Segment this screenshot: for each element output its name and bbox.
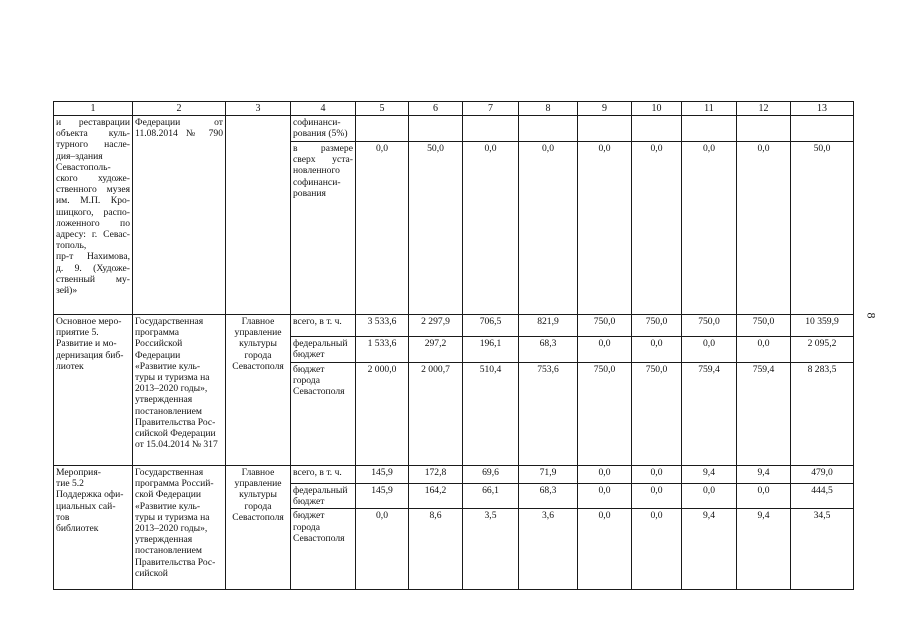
measure-name-cell-line: циальных сай-: [56, 500, 116, 512]
value-cell: 8 283,5: [791, 363, 854, 466]
funding-source-cell-line: федеральный: [293, 338, 348, 349]
object-name-cell-line: объекта куль-: [56, 128, 130, 140]
executor-cell: [226, 466, 291, 590]
funding-source-cell-line: рования (5%): [293, 128, 348, 140]
object-name-cell-line: Севастополь-: [56, 161, 111, 173]
measure-name-cell-line: тов: [56, 511, 70, 523]
value-cell: 2 297,9: [409, 315, 463, 337]
funding-source-cell-line: бюджет: [293, 364, 325, 375]
header-cell-1: 1: [54, 102, 133, 116]
value-cell: 3,6: [519, 509, 578, 590]
value-cell: 0,0: [682, 484, 737, 509]
value-cell: 172,8: [409, 466, 463, 484]
funding-source-cell-line: федеральный: [293, 485, 348, 496]
value-cell: 759,4: [737, 363, 791, 466]
value-cell: 3 533,6: [356, 315, 409, 337]
value-cell: 0,0: [356, 509, 409, 590]
value-cell: 0,0: [737, 142, 791, 315]
executor-cell: [226, 315, 291, 466]
program-cell: [133, 466, 226, 590]
program-cell-line: Правительства Рос-: [135, 416, 216, 428]
value-cell: 145,9: [356, 484, 409, 509]
header-cell-12: 12: [737, 102, 791, 116]
funding-source-cell-line: рования: [293, 187, 326, 199]
object-name-cell-line: им. М.П. Кро-: [56, 195, 130, 207]
value-cell: 750,0: [737, 315, 791, 337]
funding-source-cell-line: Севастополя: [293, 532, 345, 544]
page-number: 8: [864, 312, 879, 319]
header-cell-2: 2: [133, 102, 226, 116]
value-cell: [356, 116, 409, 142]
program-cell-line: программа: [135, 327, 180, 339]
program-cell: [133, 116, 226, 315]
funding-source-cell: [291, 142, 356, 315]
object-name-cell-line: и реставрации: [56, 117, 130, 128]
value-cell: 759,4: [682, 363, 737, 466]
funding-source-cell: [291, 315, 356, 337]
value-cell: 68,3: [519, 484, 578, 509]
measure-name-cell: [54, 315, 133, 466]
object-name-cell-line: ложенного по: [56, 217, 130, 229]
value-cell: 71,9: [519, 466, 578, 484]
object-name-cell-line: д. 9. (Художе-: [56, 262, 130, 274]
value-cell: 9,4: [682, 509, 737, 590]
value-cell: 145,9: [356, 466, 409, 484]
funding-source-cell-line: в размере: [293, 143, 353, 154]
value-cell: 0,0: [519, 142, 578, 315]
header-cell-13: 13: [791, 102, 854, 116]
value-cell: 2 000,0: [356, 363, 409, 466]
funding-source-cell-line: всего, в т. ч.: [293, 467, 342, 478]
value-cell: 69,6: [463, 466, 519, 484]
value-cell: 510,4: [463, 363, 519, 466]
value-cell: [409, 116, 463, 142]
funding-source-cell-line: города: [293, 521, 320, 533]
value-cell: 2 000,7: [409, 363, 463, 466]
value-cell: 0,0: [578, 337, 632, 363]
value-cell: 750,0: [632, 315, 682, 337]
value-cell: 50,0: [409, 142, 463, 315]
funding-source-cell: [291, 466, 356, 484]
funding-source-cell-line: города: [293, 375, 320, 387]
program-cell-line: постановлением: [135, 545, 202, 557]
program-cell-line: 2013–2020 годы»,: [135, 383, 208, 395]
funding-source-cell: [291, 509, 356, 590]
value-cell: 479,0: [791, 466, 854, 484]
funding-source-cell-line: бюджет: [293, 349, 325, 361]
value-cell: 0,0: [356, 142, 409, 315]
measure-name-cell-line: тие 5.2: [56, 478, 84, 490]
funding-source-cell-line: бюджет: [293, 510, 325, 522]
object-name-cell-line: турного насле-: [56, 139, 130, 151]
value-cell: 0,0: [682, 337, 737, 363]
program-cell-line: туры и туризма на: [135, 372, 210, 384]
value-cell: 750,0: [578, 315, 632, 337]
value-cell: 0,0: [632, 142, 682, 315]
header-cell-3: 3: [226, 102, 291, 116]
header-cell-4: 4: [291, 102, 356, 116]
funding-source-cell-line: софинанси-: [293, 117, 341, 128]
value-cell: 66,1: [463, 484, 519, 509]
value-cell: 1 533,6: [356, 337, 409, 363]
value-cell: 3,5: [463, 509, 519, 590]
program-cell-line: туры и туризма на: [135, 511, 210, 523]
value-cell: 0,0: [578, 509, 632, 590]
executor-cell-line: города: [244, 500, 272, 512]
funding-source-cell-line: Севастополя: [293, 386, 345, 398]
program-cell-line: Федерации от: [135, 117, 223, 128]
funding-source-cell: [291, 337, 356, 363]
header-cell-7: 7: [463, 102, 519, 116]
value-cell: 0,0: [682, 142, 737, 315]
program-cell-line: Государственная: [135, 467, 204, 478]
executor-cell-line: Севастополя: [232, 360, 284, 372]
object-name-cell: [54, 116, 133, 315]
program-cell-line: от 15.04.2014 № 317: [135, 439, 218, 451]
funding-source-cell-line: софинанси-: [293, 176, 341, 188]
program-cell-line: 2013–2020 годы»,: [135, 523, 208, 535]
table-row: [54, 466, 854, 484]
measure-name-cell-line: Развитие и мо-: [56, 338, 117, 350]
object-name-cell-line: пр-т Нахимова,: [56, 251, 130, 263]
value-cell: 0,0: [578, 142, 632, 315]
program-cell-line: Государственная: [135, 316, 204, 327]
value-cell: 68,3: [519, 337, 578, 363]
measure-name-cell-line: библиотек: [56, 523, 99, 535]
value-cell: [682, 116, 737, 142]
executor-cell-line: управление: [234, 478, 282, 490]
value-cell: 750,0: [578, 363, 632, 466]
funding-source-cell: [291, 363, 356, 466]
value-cell: [463, 116, 519, 142]
program-cell-line: программа Россий-: [135, 478, 214, 490]
value-cell: 0,0: [632, 509, 682, 590]
measure-name-cell-line: Мероприя-: [56, 467, 101, 478]
value-cell: 8,6: [409, 509, 463, 590]
header-cell-6: 6: [409, 102, 463, 116]
value-cell: 196,1: [463, 337, 519, 363]
executor-cell: [226, 116, 291, 315]
value-cell: [519, 116, 578, 142]
executor-cell-line: культуры: [239, 489, 277, 501]
measure-name-cell: [54, 466, 133, 590]
table-row: [54, 315, 854, 337]
measure-name-cell-line: дернизация биб-: [56, 349, 124, 361]
program-cell-line: «Развитие куль-: [135, 500, 201, 512]
program-cell-line: утвержденная: [135, 534, 193, 546]
header-row: [54, 102, 854, 116]
program-cell-line: утвержденная: [135, 394, 193, 406]
program-cell-line: Правительства Рос-: [135, 556, 216, 568]
funding-source-cell-line: бюджет: [293, 496, 325, 508]
program-cell: [133, 315, 226, 466]
program-cell-line: постановлением: [135, 405, 202, 417]
object-name-cell-line: зей)»: [56, 285, 78, 297]
funding-source-cell: [291, 116, 356, 142]
value-cell: [791, 116, 854, 142]
measure-name-cell-line: Основное меро-: [56, 316, 122, 327]
value-cell: 750,0: [682, 315, 737, 337]
value-cell: 706,5: [463, 315, 519, 337]
funding-source-cell-line: новленного: [293, 165, 340, 177]
value-cell: 0,0: [737, 337, 791, 363]
value-cell: 753,6: [519, 363, 578, 466]
executor-cell-line: управление: [234, 327, 282, 339]
funding-source-cell-line: сверх уста-: [293, 154, 353, 166]
value-cell: 821,9: [519, 315, 578, 337]
header-cell-5: 5: [356, 102, 409, 116]
object-name-cell-line: ственный му-: [56, 273, 130, 285]
program-cell-line: сийской: [135, 567, 168, 579]
value-cell: 0,0: [632, 337, 682, 363]
object-name-cell-line: тополь,: [56, 240, 87, 252]
funding-source-cell-line: всего, в т. ч.: [293, 316, 342, 327]
program-cell-line: 11.08.2014 № 790: [135, 128, 223, 140]
value-cell: 2 095,2: [791, 337, 854, 363]
executor-cell-line: культуры: [239, 338, 277, 350]
executor-cell-line: Главное: [241, 467, 275, 478]
value-cell: 0,0: [578, 466, 632, 484]
executor-cell-line: Севастополя: [232, 511, 284, 523]
header-cell-10: 10: [632, 102, 682, 116]
program-cell-line: Российской: [135, 338, 183, 350]
value-cell: 9,4: [682, 466, 737, 484]
value-cell: 34,5: [791, 509, 854, 590]
value-cell: 297,2: [409, 337, 463, 363]
value-cell: 0,0: [578, 484, 632, 509]
funding-source-cell: [291, 484, 356, 509]
value-cell: 164,2: [409, 484, 463, 509]
program-cell-line: ской Федерации: [135, 489, 202, 501]
value-cell: 0,0: [632, 466, 682, 484]
object-name-cell-line: шицкого, распо-: [56, 206, 130, 218]
table-row: [54, 116, 854, 142]
value-cell: 444,5: [791, 484, 854, 509]
value-cell: 9,4: [737, 466, 791, 484]
header-cell-8: 8: [519, 102, 578, 116]
value-cell: 0,0: [737, 484, 791, 509]
program-cell-line: Федерации: [135, 349, 181, 361]
value-cell: 50,0: [791, 142, 854, 315]
measure-name-cell-line: приятие 5.: [56, 327, 99, 339]
value-cell: 0,0: [632, 484, 682, 509]
value-cell: [578, 116, 632, 142]
executor-cell-line: города: [244, 349, 272, 361]
value-cell: 9,4: [737, 509, 791, 590]
object-name-cell-line: ственного музея: [56, 184, 130, 196]
object-name-cell-line: адресу: г. Севас-: [56, 229, 130, 241]
value-cell: 10 359,9: [791, 315, 854, 337]
value-cell: 750,0: [632, 363, 682, 466]
program-cell-line: «Развитие куль-: [135, 360, 201, 372]
budget-table: [53, 101, 854, 590]
object-name-cell-line: ского художе-: [56, 173, 130, 185]
measure-name-cell-line: Поддержка офи-: [56, 489, 124, 501]
measure-name-cell-line: лиотек: [56, 360, 84, 372]
header-cell-11: 11: [682, 102, 737, 116]
value-cell: [737, 116, 791, 142]
table-body: [54, 102, 854, 590]
value-cell: 0,0: [463, 142, 519, 315]
program-cell-line: сийской Федерации: [135, 428, 216, 440]
value-cell: [632, 116, 682, 142]
header-cell-9: 9: [578, 102, 632, 116]
executor-cell-line: Главное: [241, 316, 275, 327]
object-name-cell-line: дия–здания: [56, 150, 103, 162]
